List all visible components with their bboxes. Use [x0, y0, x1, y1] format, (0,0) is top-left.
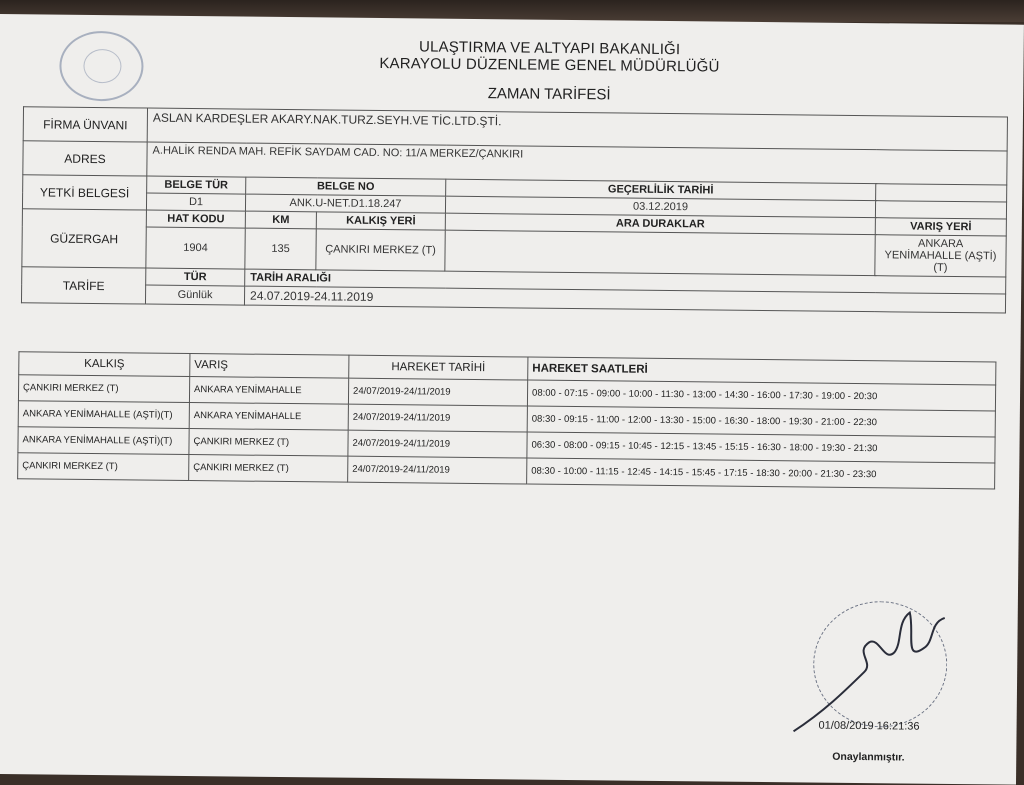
gecerlilik-label: GEÇERLİLİK TARİHİ — [446, 179, 876, 201]
row-kalkis: ÇANKIRI MERKEZ (T) — [18, 375, 189, 403]
tarih-araligi-value: 24.07.2019-24.11.2019 — [244, 286, 1005, 313]
firma-value: ASLAN KARDEŞLER AKARY.NAK.TURZ.SEYH.VE TİC.LTD.ŞTİ. — [147, 108, 1007, 151]
firma-label: FİRMA ÜNVANI — [23, 107, 147, 142]
belge-no-label: BELGE NO — [246, 177, 446, 196]
hat-kodu-label: HAT KODU — [146, 210, 245, 228]
tarife-label: TARİFE — [21, 267, 145, 304]
row-varis: ÇANKIRI MERKEZ (T) — [189, 429, 348, 457]
row-saatler: 08:30 - 09:15 - 11:00 - 12:00 - 13:30 - 15:00 - 16:30 - 18:00 - 19:30 - 21:00 - 22:30 — [527, 406, 995, 437]
row-tarih: 24/07/2019-24/11/2019 — [348, 430, 527, 458]
approved-label: Onaylanmıştır. — [832, 750, 905, 764]
varis-value: ANKARA YENİMAHALLE (AŞTİ)(T) — [875, 235, 1006, 277]
col-hareket-saatleri: HAREKET SAATLERİ — [528, 357, 996, 385]
schedule-table — [17, 351, 996, 489]
directorate-name: KARAYOLU DÜZENLEME GENEL MÜDÜRLÜĞÜ — [379, 54, 720, 76]
km-value: 135 — [245, 228, 316, 270]
approval-stamp — [813, 601, 948, 728]
ara-duraklar-label: ARA DURAKLAR — [445, 213, 875, 235]
adres-label: ADRES — [23, 141, 147, 176]
kalkis-label: KALKIŞ YERİ — [316, 212, 445, 230]
company-info-table — [21, 106, 1008, 313]
kalkis-value: ÇANKIRI MERKEZ (T) — [316, 229, 445, 271]
row-varis: ANKARA YENİMAHALLE — [189, 403, 348, 431]
document-page — [0, 14, 1024, 785]
yetki-label: YETKİ BELGESİ — [22, 175, 146, 210]
tarih-araligi-label: TARİH ARALIĞI — [245, 269, 1006, 294]
hat-kodu-value: 1904 — [146, 227, 245, 269]
belge-tur-value: D1 — [146, 193, 245, 211]
row-saatler: 08:30 - 10:00 - 11:15 - 12:45 - 14:15 - 15:45 - 17:15 - 18:30 - 20:00 - 21:30 - 23:30 — [527, 458, 995, 489]
ministry-seal-icon — [59, 31, 144, 102]
row-varis: ANKARA YENİMAHALLE — [189, 377, 348, 405]
row-kalkis: ÇANKIRI MERKEZ (T) — [18, 453, 189, 481]
document-header — [289, 37, 810, 105]
row-varis: ÇANKIRI MERKEZ (T) — [189, 455, 348, 483]
col-hareket-tarihi: HAREKET TARİHİ — [349, 355, 528, 380]
guzergah-label: GÜZERGAH — [22, 209, 147, 268]
approval-timestamp: 01/08/2019 16:21:36 — [818, 719, 920, 733]
belge-tur-label: BELGE TÜR — [147, 176, 246, 194]
col-varis: VARIŞ — [190, 354, 349, 379]
row-tarih: 24/07/2019-24/11/2019 — [348, 404, 527, 432]
document-title: ZAMAN TARİFESİ — [487, 85, 611, 104]
row-tarih: 24/07/2019-24/11/2019 — [348, 378, 527, 406]
row-tarih: 24/07/2019-24/11/2019 — [348, 456, 527, 484]
varis-label: VARIŞ YERİ — [875, 218, 1006, 236]
adres-value: A.HALİK RENDA MAH. REFİK SAYDAM CAD. NO: 11/A MERKEZ/ÇANKIRI — [147, 142, 1007, 185]
row-kalkis: ANKARA YENİMAHALLE (AŞTİ)(T) — [18, 427, 189, 455]
km-label: KM — [245, 211, 316, 229]
belge-no-value: ANK.U-NET.D1.18.247 — [245, 194, 445, 213]
gecerlilik-value: 03.12.2019 — [445, 196, 875, 218]
row-saatler: 06:30 - 08:00 - 09:15 - 10:45 - 12:15 - 13:45 - 15:15 - 16:30 - 18:00 - 19:30 - 21:30 — [527, 432, 995, 463]
col-kalkis: KALKIŞ — [19, 352, 190, 377]
tur-value: Günlük — [145, 285, 244, 305]
tur-label: TÜR — [146, 268, 245, 286]
row-kalkis: ANKARA YENİMAHALLE (AŞTİ)(T) — [18, 401, 189, 429]
ministry-name: ULAŞTIRMA VE ALTYAPI BAKANLIĞI — [418, 38, 681, 59]
row-saatler: 08:00 - 07:15 - 09:00 - 10:00 - 11:30 - 13:00 - 14:30 - 16:00 - 17:30 - 19:00 - 20:30 — [527, 380, 995, 411]
